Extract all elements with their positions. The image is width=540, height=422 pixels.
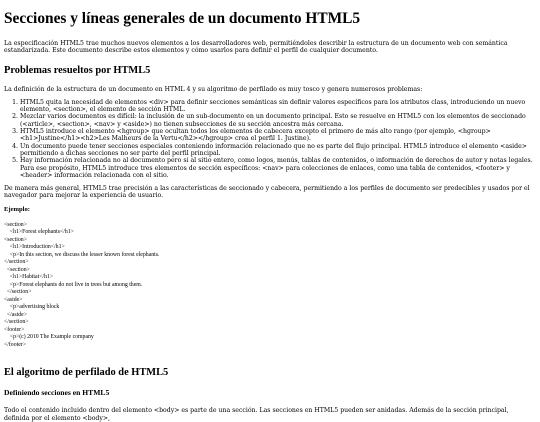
- algorithm-subheading: Definiendo secciones en HTML5: [4, 388, 110, 398]
- document-page: [0, 10, 540, 422]
- problem-item: 1. HTML5 quita la necesidad de elementos <div> para definir secciones semánticas sin definir valores específicos para los atributos class, introduciendo un nuevo elemento, <section>, el elemento de sección HTML.: [20, 99, 533, 114]
- problem-item: 5. Hay información relacionada no al documento pero si al sitio entero, como logos, menús, tablas de contenidos, o información de derechos de autor y notas legales. Para ese propósito, HTML5 introduce tres elementos de sección específicos: <nav> para colecciones de enlaces, como una tabla de contenidos, <footer> y <header> información relacionada con el sitio.: [20, 157, 533, 179]
- page-title: Secciones y líneas generales de un documento HTML5: [4, 10, 361, 27]
- problem-item: 3. HTML5 introduce el elemento <hgroup> que ocultan todos los elementos de cabecera excepto el primero de más alto rango (por ejemplo, <hgroup><h1>Justine</h1><h2>Les Malheurs de la Vertu</h2></hgroup> crea el perfil 1. Justine).: [20, 128, 533, 143]
- algorithm-heading: El algoritmo de perfilado de HTML5: [4, 367, 169, 379]
- problems-summary: De manera más general, HTML5 trae precisión a las características de seccionado y cabecera, permitiendo a los perfiles de documento ser predecibles y usados por el navegador para mejorar la experiencia de usuario.: [4, 185, 530, 200]
- problems-lead: La definición de la estructura de un documento en HTML 4 y su algoritmo de perfilado es muy tosco y genera numerosos problemas:: [4, 85, 423, 93]
- intro-paragraph: La especificación HTML5 trae muchos nuevos elementos a los desarrolladores web, permitiéndoles describir la estructura de un documento web con semántica estandarizada. Este documento describe estos elementos y cómo usarlos para definir el perfil de cualquier documento.: [4, 40, 508, 55]
- example-heading: Ejemplo:: [4, 205, 31, 213]
- algorithm-text: Todo el contenido incluido dentro del elemento <body> es parte de una sección. Las secciones en HTML5 pueden ser anidadas. Además de la sección principal, definida por el elemento <body>,: [4, 407, 509, 422]
- problem-item: 2. Mezclar varios documentos es difícil: la inclusión de un sub-documento en un documento principal. Esto se resuelve en HTML5 con los elementos de seccionado (<article>, <section>, <nav> y <aside>) no tienen subsecciones de su sección ancestra más cercana.: [20, 113, 533, 128]
- problems-heading: Problemas resueltos por HTML5: [4, 64, 151, 76]
- problems-list: [4, 99, 533, 179]
- example-code: <section> <h1>Forest elephants</h1> <section> <h1>Introduction</h1> <p>In this section, we discuss the lesser known forest elephants. </section> <section> <h1>Habitat</h1> <p>Forest elephants do not live in trees but among them. </section> <aside> <p>advertising block </aside> </section> <footer> <p>(c) 2010 The Example company </footer>: [4, 221, 160, 348]
- problem-item: 4. Un documento puede tener secciones especiales conteniendo información relacionado que no es parte del flujo principal. HTML5 introduce el elemento <aside> permitiendo a dichas secciones no ser parte del perfil principal.: [20, 143, 533, 158]
